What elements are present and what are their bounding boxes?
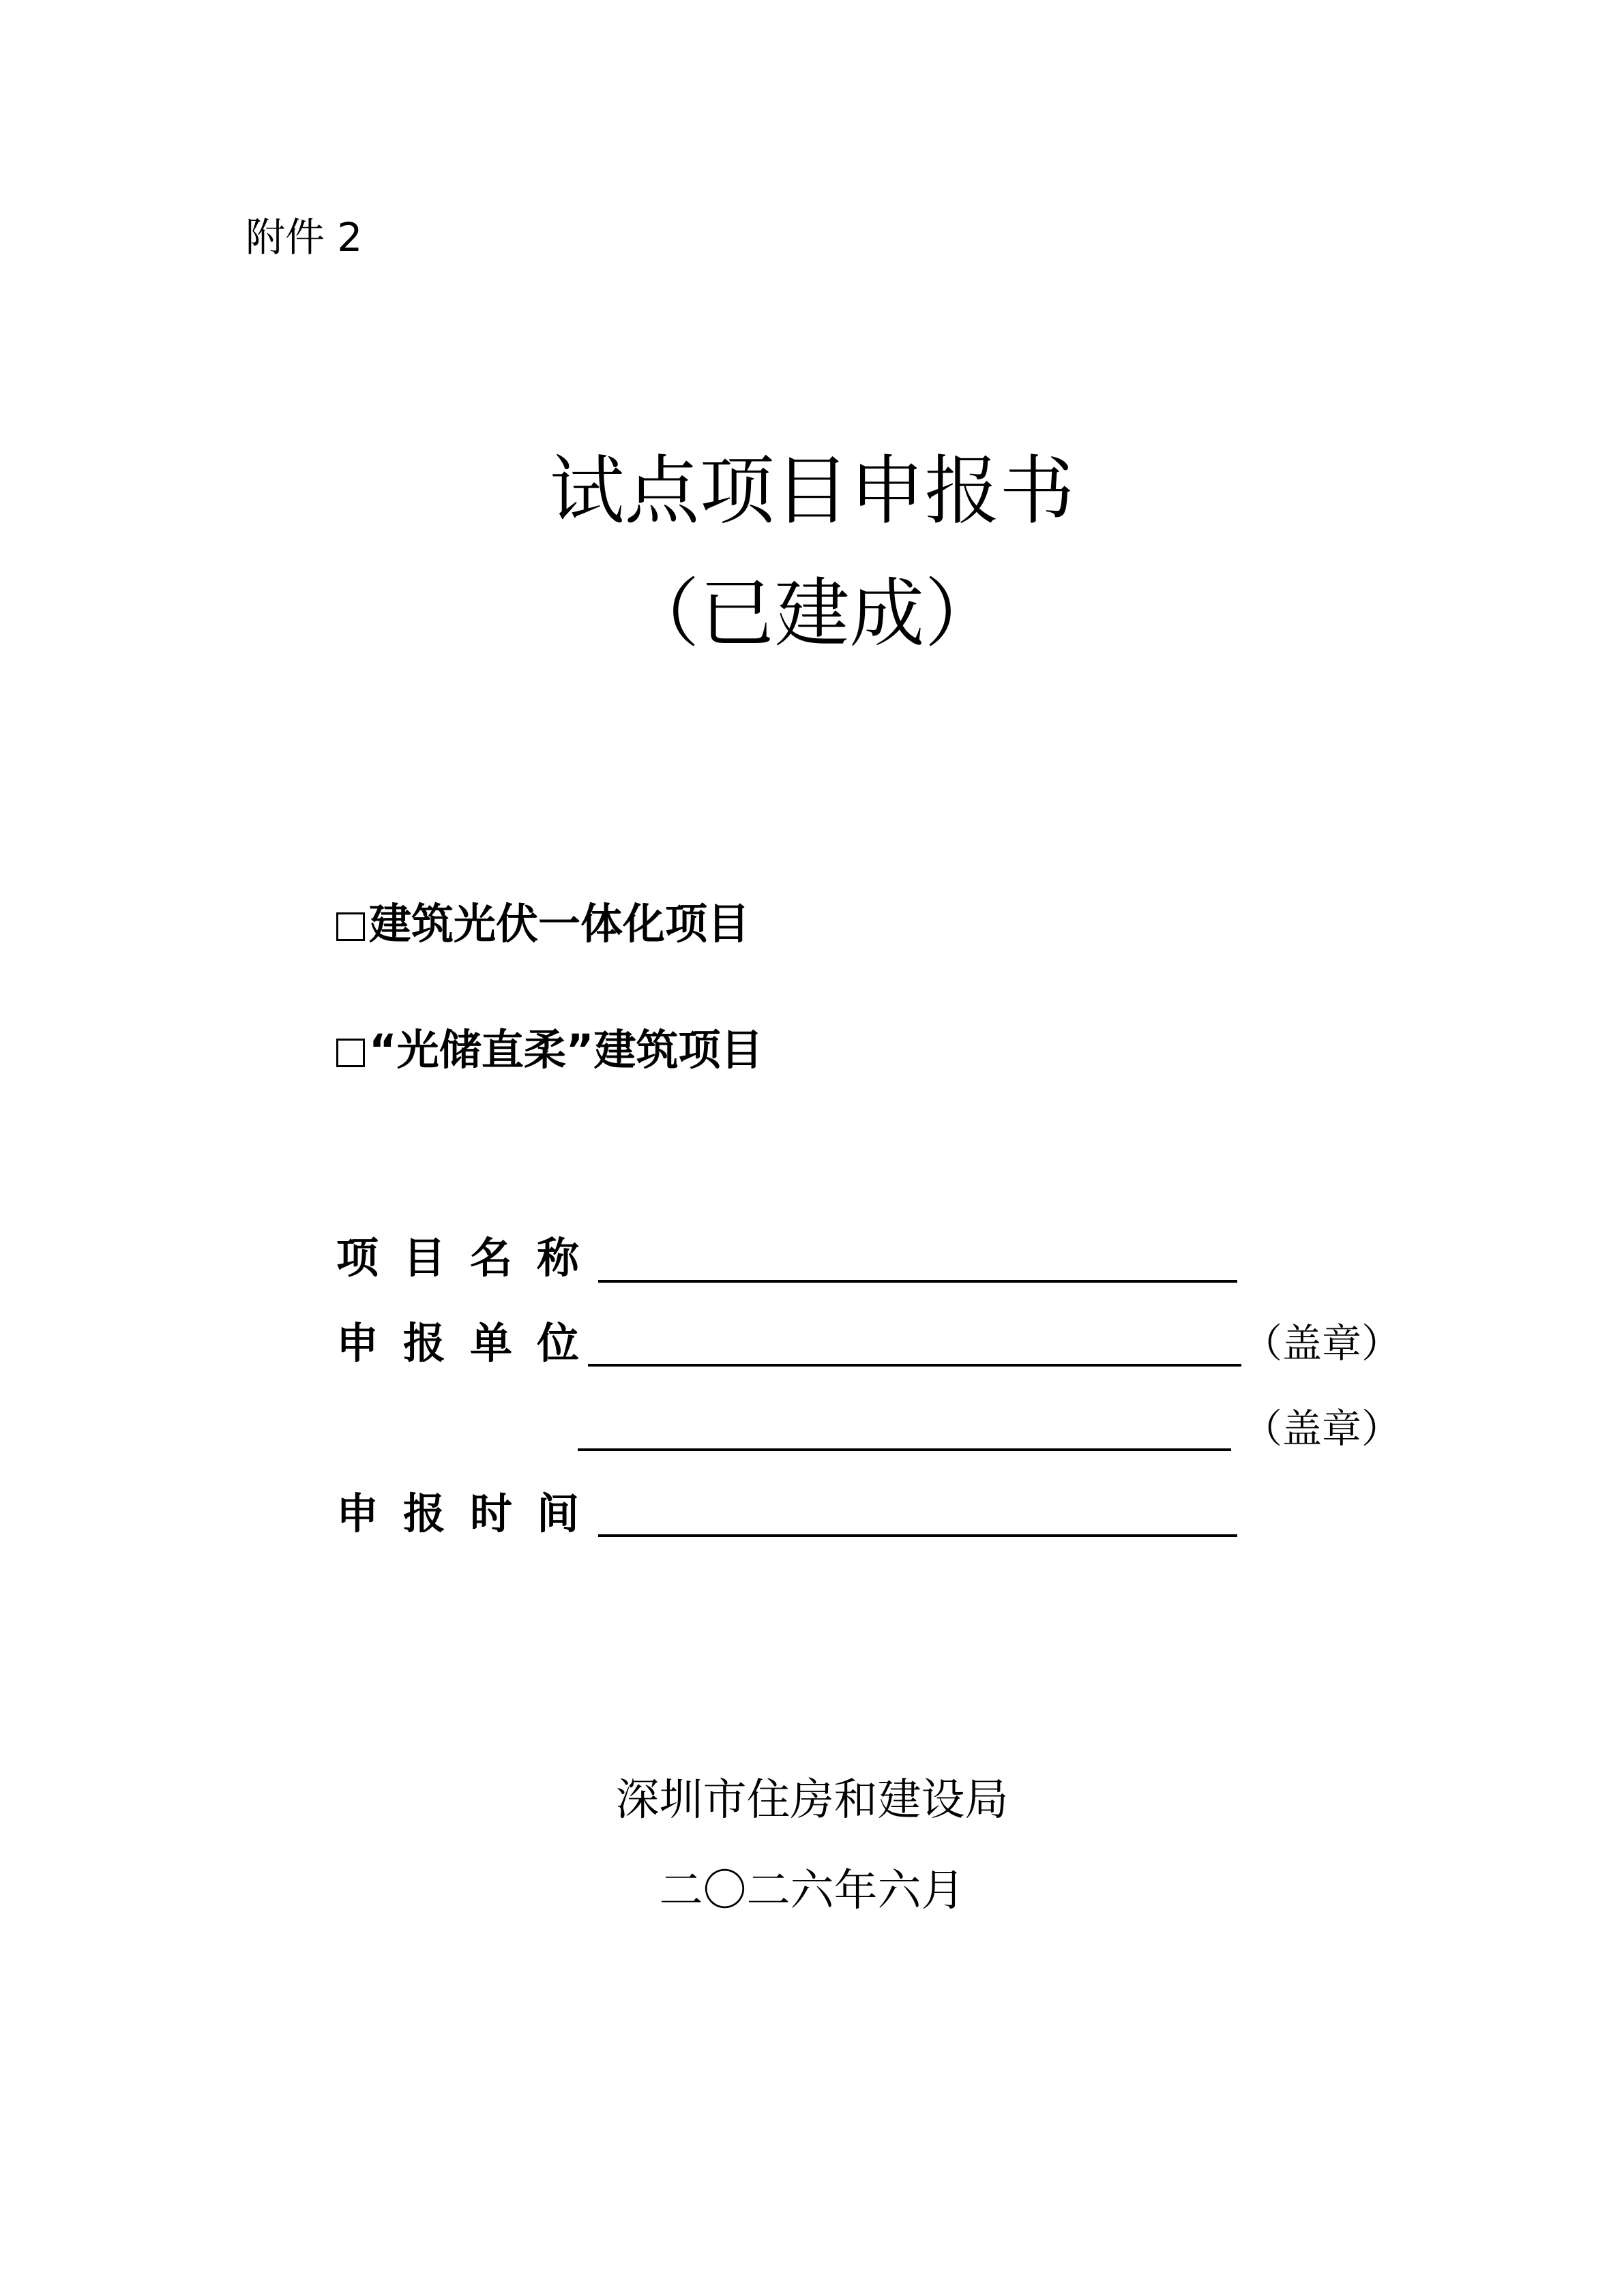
- checkbox-bipv[interactable]: [336, 912, 365, 941]
- document-title: 试点项目申报书: [549, 447, 1075, 535]
- project-name-field[interactable]: [598, 1280, 1237, 1283]
- option-pedf-project[interactable]: [336, 1019, 763, 1081]
- checkbox-pedf[interactable]: [336, 1039, 365, 1067]
- option-bipv-label: 建筑光伏一体化项目: [369, 899, 750, 949]
- date-label: 申报时间: [336, 1489, 604, 1538]
- document-subtitle: （已建成）: [624, 570, 1000, 657]
- issue-date: 二〇二六年六月: [659, 1866, 965, 1916]
- option-bipv-project[interactable]: [336, 893, 750, 955]
- stamp-note-2: （盖章）: [1243, 1405, 1402, 1452]
- applicant-label: 申报单位: [336, 1318, 604, 1368]
- issuer: 深圳市住房和建设局: [615, 1775, 1009, 1825]
- attachment-label: 附件 2: [246, 214, 363, 260]
- applicant-field-1[interactable]: [588, 1364, 1241, 1367]
- option-pedf-label: “光储直柔”建筑项目: [369, 1025, 763, 1075]
- applicant-field-2[interactable]: [578, 1448, 1231, 1451]
- date-field[interactable]: [598, 1534, 1237, 1537]
- stamp-note-1: （盖章）: [1243, 1320, 1402, 1367]
- project-name-label: 项目名称: [336, 1233, 604, 1283]
